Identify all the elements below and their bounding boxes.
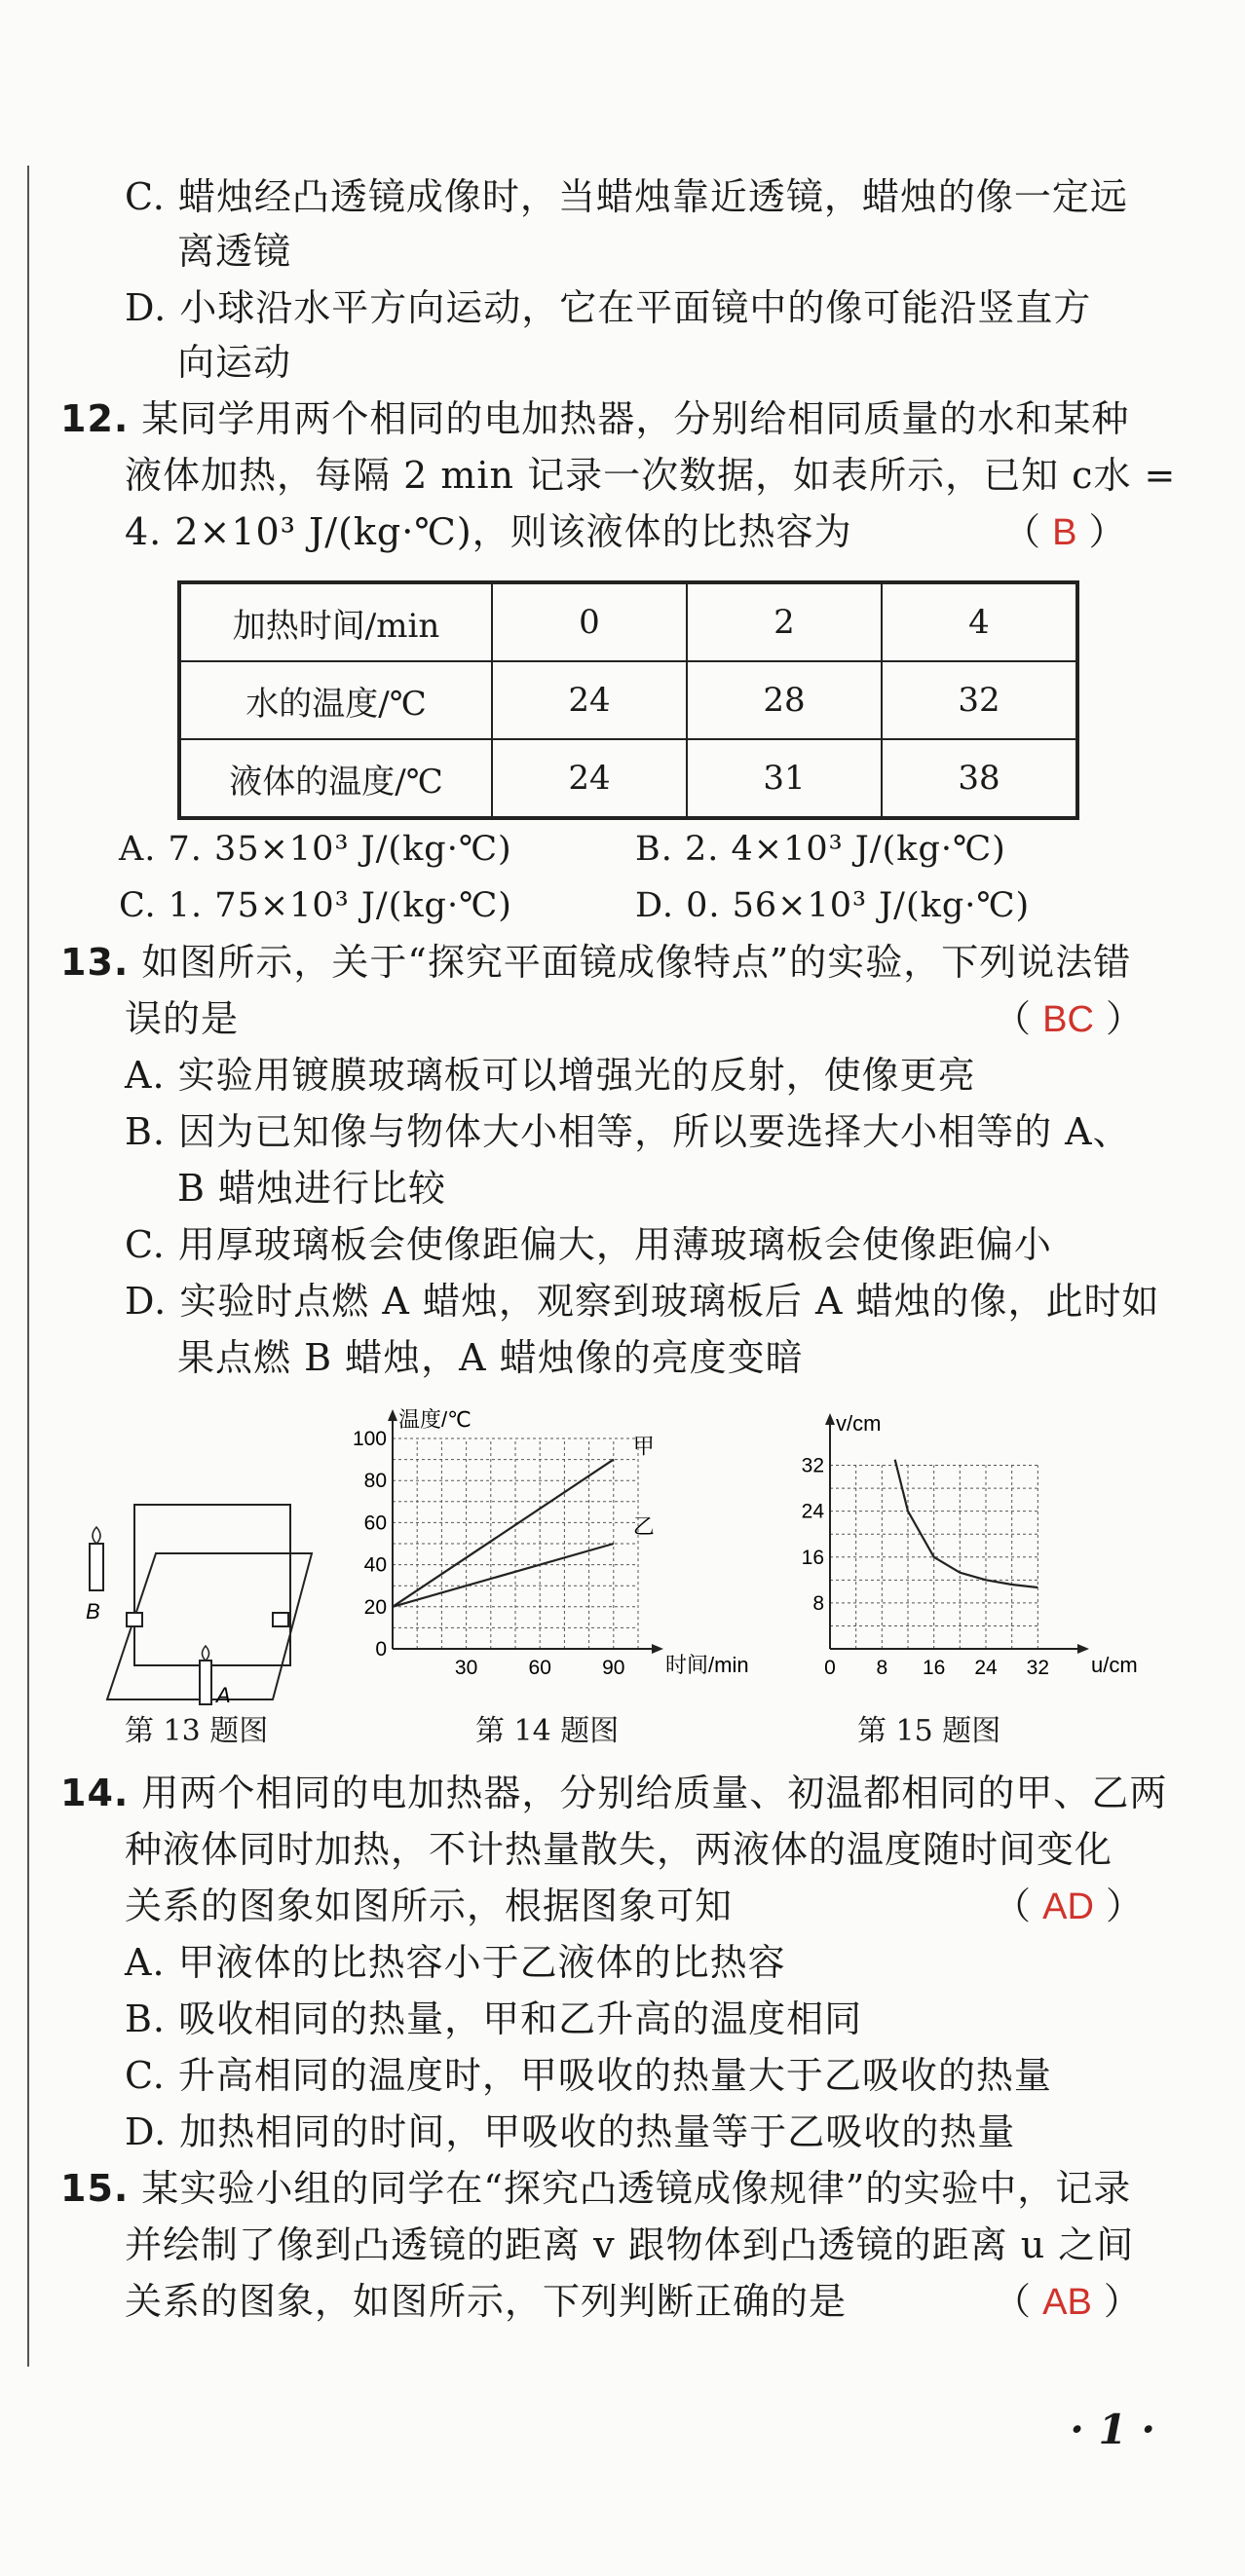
x-tick-label: 32: [1026, 1657, 1050, 1679]
q14-answer-value: AD: [1042, 1886, 1094, 1927]
q11-option-c-line1: C. 蜡烛经凸透镜成像时，当蜡烛靠近透镜，蜡烛的像一定远: [125, 175, 1128, 218]
clip-right: [273, 1613, 288, 1626]
fig15-caption: 第 15 题图: [857, 1714, 1001, 1748]
series-line-jia: [393, 1460, 614, 1607]
y-tick-label: 20: [363, 1595, 387, 1619]
q14-option-d: D. 加热相同的时间，甲吸收的热量等于乙吸收的热量: [125, 2110, 1016, 2153]
margin-rule: [27, 166, 29, 2367]
y-axis-label: v/cm: [836, 1411, 882, 1436]
x-tick-label: 60: [528, 1657, 551, 1679]
q12-option-d: D. 0. 56×10³ J/(kg·℃): [635, 886, 1031, 925]
table-cell: 24: [492, 739, 687, 818]
q14-option-c: C. 升高相同的温度时，甲吸收的热量大于乙吸收的热量: [125, 2054, 1052, 2097]
table-cell: 液体的温度/℃: [179, 739, 492, 818]
q14-stem-line1: [60, 1768, 1167, 1818]
q13-option-a: A. 实验用镀膜玻璃板可以增强光的反射，使像更亮: [125, 1054, 976, 1097]
q14-answer: （ AD ）: [994, 1885, 1143, 1927]
table-row: [179, 582, 1077, 661]
x-axis-label: 时间/min: [665, 1653, 749, 1677]
fig15-chart: [779, 1407, 1138, 1709]
q12-answer-value: B: [1052, 512, 1077, 553]
q13-stem-line1: [60, 937, 1131, 988]
glass-plate: [134, 1505, 290, 1665]
q15-answer-value: AB: [1042, 2282, 1092, 2323]
legend-label-jia: 甲: [632, 1434, 655, 1459]
table-cell: 水的温度/℃: [179, 661, 492, 739]
table-cell: 0: [492, 582, 687, 661]
q15-stem-line3: 关系的图象，如图所示，下列判断正确的是: [125, 2280, 848, 2323]
y-tick-label: 100: [352, 1428, 387, 1450]
table-cell: 24: [492, 661, 687, 739]
label-a: A: [216, 1683, 231, 1707]
series-line-yi: [393, 1544, 614, 1607]
table-row: [179, 661, 1077, 739]
q12-data-table: [177, 580, 1079, 820]
y-axis-label: 温度/℃: [398, 1407, 472, 1432]
table-cell: 32: [882, 661, 1077, 739]
candle-a: [200, 1661, 211, 1704]
x-tick-label: 8: [876, 1657, 888, 1679]
y-tick-label: 60: [363, 1512, 387, 1535]
table-cell: 38: [882, 739, 1077, 818]
q14-option-b: B. 吸收相同的热量，甲和乙升高的温度相同: [125, 1997, 863, 2040]
q13-option-d-line1: D. 实验时点燃 A 蜡烛，观察到玻璃板后 A 蜡烛的像，此时如: [125, 1280, 1160, 1323]
q11-option-d-line2: 向运动: [177, 341, 292, 384]
q12-option-b: B. 2. 4×10³ J/(kg·℃): [635, 830, 1006, 869]
q13-number: 13.: [60, 941, 130, 984]
q13-stem-line2: 误的是: [125, 997, 240, 1040]
x-tick-label: 24: [974, 1657, 998, 1679]
q14-option-a: A. 甲液体的比热容小于乙液体的比热容: [125, 1941, 786, 1984]
q12-number: 12.: [60, 397, 130, 440]
q12-option-c: C. 1. 75×10³ J/(kg·℃): [119, 886, 512, 925]
fig13-caption: 第 13 题图: [125, 1714, 269, 1748]
x-axis-label: u/cm: [1091, 1653, 1138, 1677]
y-axis-arrow-icon: [388, 1409, 397, 1421]
q13-option-d-line2: 果点燃 B 蜡烛，A 蜡烛像的亮度变暗: [177, 1336, 804, 1379]
q11-option-c-line2: 离透镜: [177, 230, 292, 273]
flame-b-icon: [93, 1527, 100, 1544]
q12-option-a: A. 7. 35×10³ J/(kg·℃): [119, 830, 512, 869]
x-tick-label: 16: [922, 1657, 946, 1679]
q13-option-b-line1: B. 因为已知像与物体大小相等，所以要选择大小相等的 A、: [125, 1110, 1131, 1153]
table-cell: 加热时间/min: [179, 582, 492, 661]
y-axis-arrow-icon: [825, 1413, 835, 1425]
y-tick-label: 40: [363, 1553, 387, 1577]
y-tick-label: 80: [363, 1470, 387, 1493]
y-tick-label: 32: [801, 1454, 824, 1477]
q13-answer: （ BC ）: [994, 997, 1143, 1040]
table-cell: 31: [687, 739, 882, 818]
y-tick-label: 8: [812, 1591, 824, 1615]
table-cell: 4: [882, 582, 1077, 661]
fig13-diagram: [78, 1500, 341, 1714]
q15-answer: （ AB ）: [994, 2280, 1141, 2323]
y-tick-label: 24: [801, 1500, 824, 1523]
x-axis-arrow-icon: [1077, 1644, 1089, 1654]
page-number: · 1 ·: [1070, 2406, 1155, 2453]
x-axis-arrow-icon: [652, 1644, 663, 1654]
fig14-caption: 第 14 题图: [475, 1714, 620, 1748]
q14-stem-line2: 种液体同时加热，不计热量散失，两液体的温度随时间变化: [125, 1828, 1113, 1871]
q13-text-line1: 如图所示，关于“探究平面镜成像特点”的实验，下列说法错: [141, 941, 1132, 984]
q13-option-c: C. 用厚玻璃板会使像距偏大，用薄玻璃板会使像距偏小: [125, 1223, 1052, 1266]
label-b: B: [86, 1599, 100, 1624]
table-row: [179, 739, 1077, 818]
q11-option-d-line1: D. 小球沿水平方向运动，它在平面镜中的像可能沿竖直方: [125, 286, 1092, 329]
table-cell: 28: [687, 661, 882, 739]
q13-answer-value: BC: [1042, 999, 1094, 1040]
x-tick-label: 0: [824, 1657, 836, 1679]
q15-number: 15.: [60, 2167, 130, 2210]
q15-stem-line2: 并绘制了像到凸透镜的距离 v 跟物体到凸透镜的距离 u 之间: [125, 2223, 1135, 2266]
q12-stem-line3: 4. 2×10³ J/(kg·℃)，则该液体的比热容为: [125, 510, 852, 553]
q13-option-b-line2: B 蜡烛进行比较: [177, 1167, 447, 1210]
clip-left: [127, 1613, 142, 1626]
q15-text-line1: 某实验小组的同学在“探究凸透镜成像规律”的实验中，记录: [141, 2167, 1132, 2210]
q12-answer: （ B ）: [1003, 510, 1126, 553]
fig14-chart: [346, 1388, 755, 1709]
q12-text-line1: 某同学用两个相同的电加热器，分别给相同质量的水和某种: [141, 397, 1130, 440]
q14-number: 14.: [60, 1772, 130, 1814]
q15-stem-line1: [60, 2163, 1131, 2214]
y-tick-label: 16: [801, 1546, 824, 1569]
table-cell: 2: [687, 582, 882, 661]
q12-stem-line2: 液体加热，每隔 2 min 记录一次数据，如表所示，已知 c水 =: [125, 454, 1177, 497]
series-curve-v-u: [895, 1460, 1038, 1587]
q14-text-line1: 用两个相同的电加热器，分别给质量、初温都相同的甲、乙两: [141, 1772, 1168, 1814]
q14-stem-line3: 关系的图象如图所示，根据图象可知: [125, 1885, 734, 1927]
q12-stem-line1: [60, 393, 1129, 444]
x-tick-label: 30: [454, 1657, 478, 1679]
legend-label-yi: 乙: [632, 1514, 655, 1539]
y-tick-label: 0: [375, 1638, 387, 1661]
candle-b: [90, 1544, 103, 1590]
x-tick-label: 90: [602, 1657, 625, 1679]
flame-a-icon: [203, 1646, 209, 1661]
